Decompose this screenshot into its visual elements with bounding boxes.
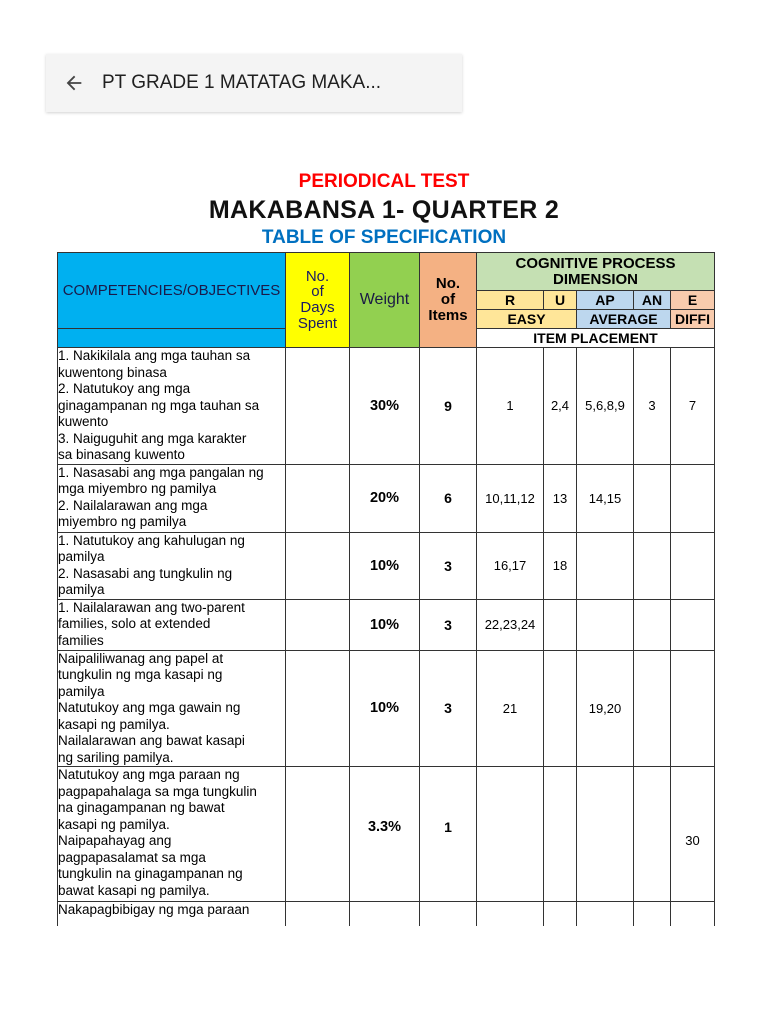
items-cell (420, 902, 477, 926)
r-cell: 22,23,24 (477, 599, 544, 650)
header-days-line: No. (305, 267, 330, 285)
competency-line: pamilya (58, 549, 105, 564)
u-cell (544, 599, 577, 650)
u-cell (544, 902, 577, 926)
items-cell: 1 (420, 767, 477, 902)
e-cell (671, 464, 715, 532)
weight-cell: 10% (350, 532, 420, 599)
competency-line: pagpapahalaga sa mga tungkulin (58, 783, 257, 799)
competency-line: mga miyembro ng pamilya (58, 481, 217, 496)
r-cell: 10,11,12 (477, 464, 544, 532)
r-cell (477, 902, 544, 926)
competency-line: 2. Nailalarawan ang mga (58, 497, 208, 513)
items-cell: 3 (420, 532, 477, 599)
header-cognitive-process (477, 253, 715, 291)
competency-line: families (58, 632, 104, 648)
an-cell: 3 (634, 348, 671, 465)
ap-cell (577, 902, 634, 926)
u-cell: 2,4 (544, 348, 577, 465)
periodical-test-label: PERIODICAL TEST (298, 171, 470, 192)
competency-cell (58, 348, 286, 465)
competency-line: 1. Nakikilala ang mga tauhan sa (58, 348, 251, 363)
items-cell: 9 (420, 348, 477, 465)
days-cell (286, 767, 350, 902)
days-cell (286, 650, 350, 767)
days-cell (286, 902, 350, 926)
competency-line: 2. Natutukoy ang mga (58, 381, 191, 396)
competency-cell (58, 902, 286, 926)
competency-line: 3. Naiguguhit ang mga karakter (58, 430, 247, 446)
weight-cell: 20% (350, 464, 420, 532)
competency-cell (58, 599, 286, 650)
competency-line: kasapi ng pamilya. (58, 816, 170, 832)
ap-cell (577, 599, 634, 650)
table-row (58, 767, 715, 902)
competency-line: families, solo at extended (58, 616, 211, 631)
weight-cell: 10% (350, 650, 420, 767)
document-title: PT GRADE 1 MATATAG MAKA... (102, 72, 382, 93)
an-cell (634, 767, 671, 902)
u-cell: 18 (544, 532, 577, 599)
competency-line: Natutukoy ang mga paraan ng (58, 767, 240, 782)
table-row (58, 464, 715, 532)
header-no-of-items (420, 253, 477, 348)
competency-line: bawat kasapi ng pamilya. (58, 882, 210, 898)
header-weight: Weight (350, 253, 420, 348)
header-days-line: Spent (297, 314, 338, 332)
ap-cell: 19,20 (577, 650, 634, 767)
items-cell: 3 (420, 650, 477, 767)
competency-line: ginagampanan ng mga tauhan sa (58, 397, 260, 413)
r-cell: 16,17 (477, 532, 544, 599)
e-cell: 30 (671, 767, 715, 902)
u-cell (544, 650, 577, 767)
header-e: E (671, 291, 715, 310)
competency-line: pamilya (58, 582, 105, 597)
header-u: U (544, 291, 577, 310)
competency-line: tungkulin na ginagampanan ng (58, 866, 243, 881)
e-cell: 7 (671, 348, 715, 465)
ap-cell (577, 532, 634, 599)
table-title: TABLE OF SPECIFICATION (261, 227, 507, 248)
competency-line: Natutukoy ang mga gawain ng (58, 700, 241, 715)
header-competencies: COMPETENCIES/OBJECTIVES (58, 253, 286, 329)
e-cell (671, 902, 715, 926)
header-items-line: Items (428, 306, 468, 324)
competency-line: 1. Natutukoy ang kahulugan ng (58, 532, 245, 548)
competency-cell (58, 464, 286, 532)
competency-line: 1. Nailalarawan ang two-parent (58, 599, 245, 615)
table-row (58, 348, 715, 465)
table-row (58, 599, 715, 650)
header-average: AVERAGE (577, 310, 671, 329)
competency-line: kuwento (58, 414, 109, 429)
header-days-line: of (311, 283, 324, 301)
header-cognitive-line: DIMENSION (552, 270, 638, 288)
competency-line: ng sariling pamilya. (58, 749, 174, 765)
competency-line: tungkulin ng mga kasapi ng (58, 667, 223, 682)
weight-cell: 30% (350, 348, 420, 465)
days-cell (286, 532, 350, 599)
e-cell (671, 650, 715, 767)
competency-cell (58, 532, 286, 599)
competency-cell (58, 767, 286, 902)
an-cell (634, 902, 671, 926)
competency-line: pagpapasalamat sa mga (58, 849, 206, 865)
an-cell (634, 532, 671, 599)
header-cognitive-line: COGNITIVE PROCESS (515, 254, 676, 272)
e-cell (671, 599, 715, 650)
header-easy: EASY (477, 310, 577, 329)
subject-heading: MAKABANSA 1- QUARTER 2 (208, 196, 560, 224)
competency-line: kuwentong binasa (58, 364, 167, 380)
table-row (58, 650, 715, 767)
days-cell (286, 348, 350, 465)
r-cell: 21 (477, 650, 544, 767)
days-cell (286, 599, 350, 650)
header-ap: AP (577, 291, 634, 310)
table-row (58, 532, 715, 599)
header-item-placement: ITEM PLACEMENT (477, 329, 715, 348)
competency-line: na ginagampanan ng bawat (58, 800, 225, 815)
arrow-left-icon (63, 72, 85, 94)
items-cell: 3 (420, 599, 477, 650)
an-cell (634, 650, 671, 767)
u-cell: 13 (544, 464, 577, 532)
back-button[interactable] (46, 54, 102, 112)
header-r: R (477, 291, 544, 310)
header-difficult: DIFFI (671, 310, 715, 329)
competency-line: kasapi ng pamilya. (58, 716, 170, 732)
u-cell (544, 767, 577, 902)
r-cell: 1 (477, 348, 544, 465)
header-items-line: No. (435, 275, 461, 293)
competency-line: 2. Nasasabi ang tungkulin ng (58, 565, 233, 581)
table-row (58, 902, 715, 926)
header-days-spent (286, 253, 350, 348)
competency-line: Nakapagbibigay ng mga paraan (58, 902, 250, 917)
document-toolbar (46, 54, 462, 112)
an-cell (634, 464, 671, 532)
e-cell (671, 532, 715, 599)
an-cell (634, 599, 671, 650)
ap-cell: 14,15 (577, 464, 634, 532)
competency-line: Naipapahayag ang (58, 833, 172, 848)
header-an: AN (634, 291, 671, 310)
weight-cell: 3.3% (350, 767, 420, 902)
competency-line: pamilya (58, 683, 105, 699)
competency-line: 1. Nasasabi ang mga pangalan ng (58, 464, 264, 480)
competency-line: Naipaliliwanag ang papel at (58, 650, 224, 666)
header-items-line: of (440, 291, 456, 309)
table-of-specification (57, 252, 715, 926)
competency-line: Nailalarawan ang bawat kasapi (58, 733, 245, 748)
weight-cell (350, 902, 420, 926)
header-days-line: Days (300, 299, 335, 316)
ap-cell (577, 767, 634, 902)
ap-cell: 5,6,8,9 (577, 348, 634, 465)
r-cell (477, 767, 544, 902)
weight-cell: 10% (350, 599, 420, 650)
competency-cell (58, 650, 286, 767)
days-cell (286, 464, 350, 532)
competency-line: miyembro ng pamilya (58, 514, 187, 529)
items-cell: 6 (420, 464, 477, 532)
header-competencies-fill (58, 329, 286, 348)
competency-line: sa binasang kuwento (58, 447, 185, 462)
